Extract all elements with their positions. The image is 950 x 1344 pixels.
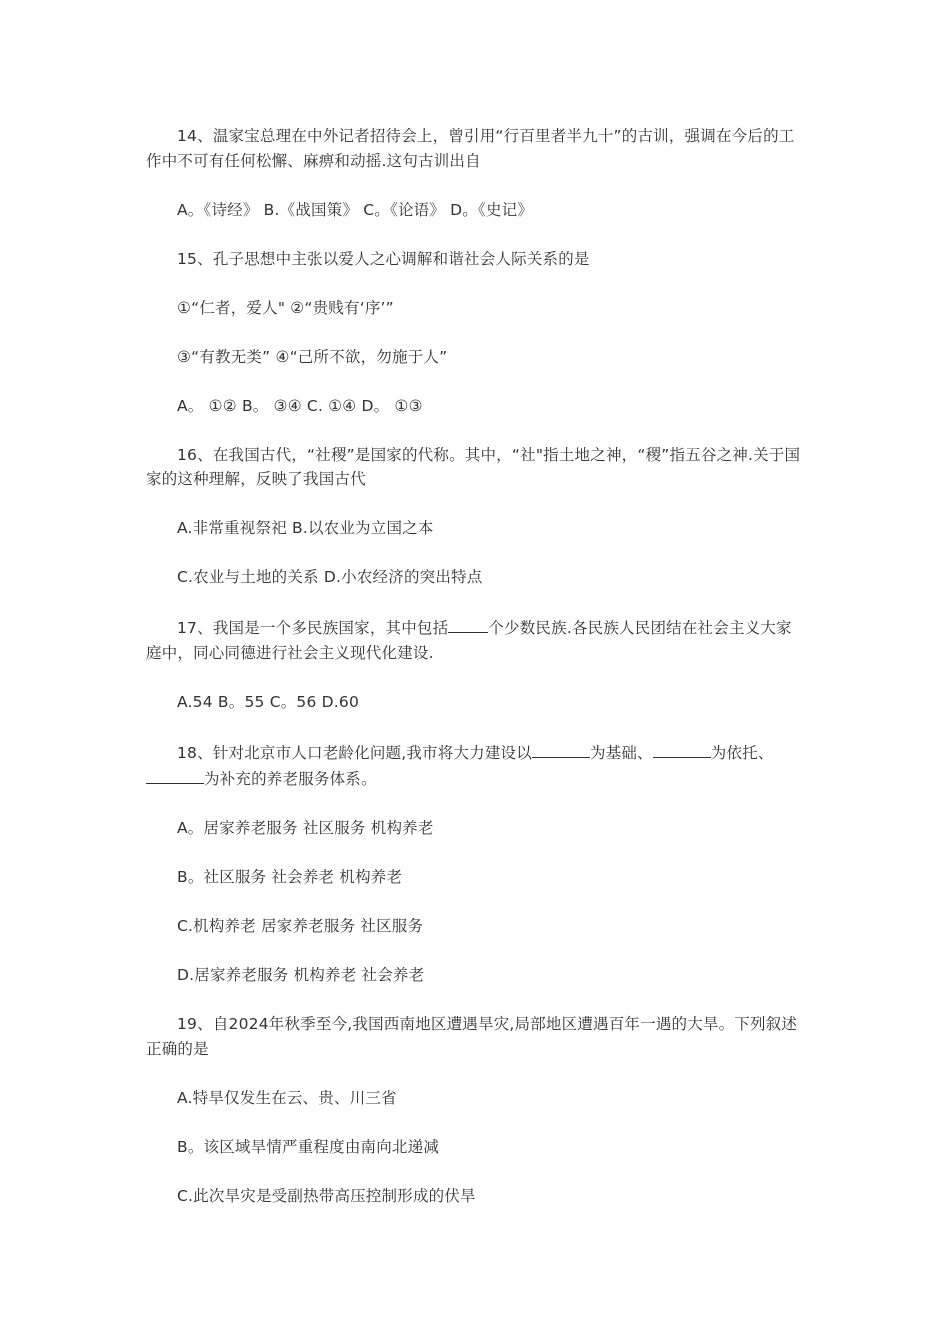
- question-19-stem: 19、自2024年秋季至今,我国西南地区遭遇旱灾,局部地区遭遇百年一遇的大旱。下列叙述正确的是: [146, 1015, 798, 1058]
- question-17-stem-part-1: 17、我国是一个多民族国家，其中包括: [177, 619, 449, 637]
- question-14-stem: 14、温家宝总理在中外记者招待会上，曾引用“行百里者半九十”的古训，强调在今后的工作中不可有任何松懈、麻痹和动摇.这句古训出自: [146, 127, 795, 170]
- question-17-stem: [146, 614, 806, 665]
- question-18-stem-part-2: 为基础、: [589, 743, 653, 762]
- question-18-stem-part-4: 为补充的养老服务体系。: [204, 770, 377, 788]
- question-17-options: A.54 B。55 C。56 D.60: [177, 692, 360, 711]
- question-14-options: A。《诗经》 B.《战国策》 C。《论语》 D。《史记》: [177, 200, 534, 219]
- question-18-option-d: D.居家养老服务 机构养老 社会养老: [177, 966, 425, 984]
- question-18-option-b: B。社区服务 社会养老 机构养老: [177, 868, 403, 886]
- fill-in-blank: [146, 765, 204, 784]
- question-15-item-line-1: ①“仁者，爱人" ②“贵贱有‘序’”: [177, 298, 394, 317]
- question-15-item-line-2: ③“有教无类” ④“己所不欲，勿施于人”: [177, 347, 448, 366]
- question-15-stem: 15、孔子思想中主张以爱人之心调解和谐社会人际关系的是: [177, 249, 590, 268]
- fill-in-blank: [448, 614, 488, 633]
- question-16-options-line-2: C.农业与土地的关系 D.小农经济的突出特点: [177, 568, 483, 586]
- question-18-stem-part-3: 为依托、: [710, 743, 774, 762]
- question-18-option-c: C.机构养老 居家养老服务 社区服务: [177, 917, 424, 935]
- question-19-option-b: B。该区域旱情严重程度由南向北递减: [177, 1137, 440, 1156]
- question-16-options-line-1: A.非常重视祭祀 B.以农业为立国之本: [177, 519, 434, 537]
- question-17-stem-part-2: 个少数民族.各民族人民团结在社会主义大家庭中，同心同德进行社会主义现代化建设.: [146, 619, 792, 662]
- fill-in-blank: [532, 739, 590, 758]
- question-19-option-c: C.此次旱灾是受副热带高压控制形成的伏旱: [177, 1186, 476, 1205]
- question-19-option-a: A.特旱仅发生在云、贵、川三省: [177, 1088, 397, 1107]
- document-page: [146, 124, 806, 1233]
- question-18-stem-part-1: 18、针对北京市人口老龄化问题,我市将大力建设以: [177, 743, 532, 762]
- fill-in-blank: [653, 739, 711, 758]
- question-16-stem: 16、在我国古代，“社稷”是国家的代称。其中，“社"指土地之神，“稷”指五谷之神.关于国家的这种理解，反映了我国古代: [146, 445, 801, 488]
- question-18-option-a: A。居家养老服务 社区服务 机构养老: [177, 819, 434, 837]
- question-15-options: A。 ①② B。 ③④ C. ①④ D。 ①③: [177, 396, 423, 415]
- question-18-stem: [146, 739, 806, 792]
